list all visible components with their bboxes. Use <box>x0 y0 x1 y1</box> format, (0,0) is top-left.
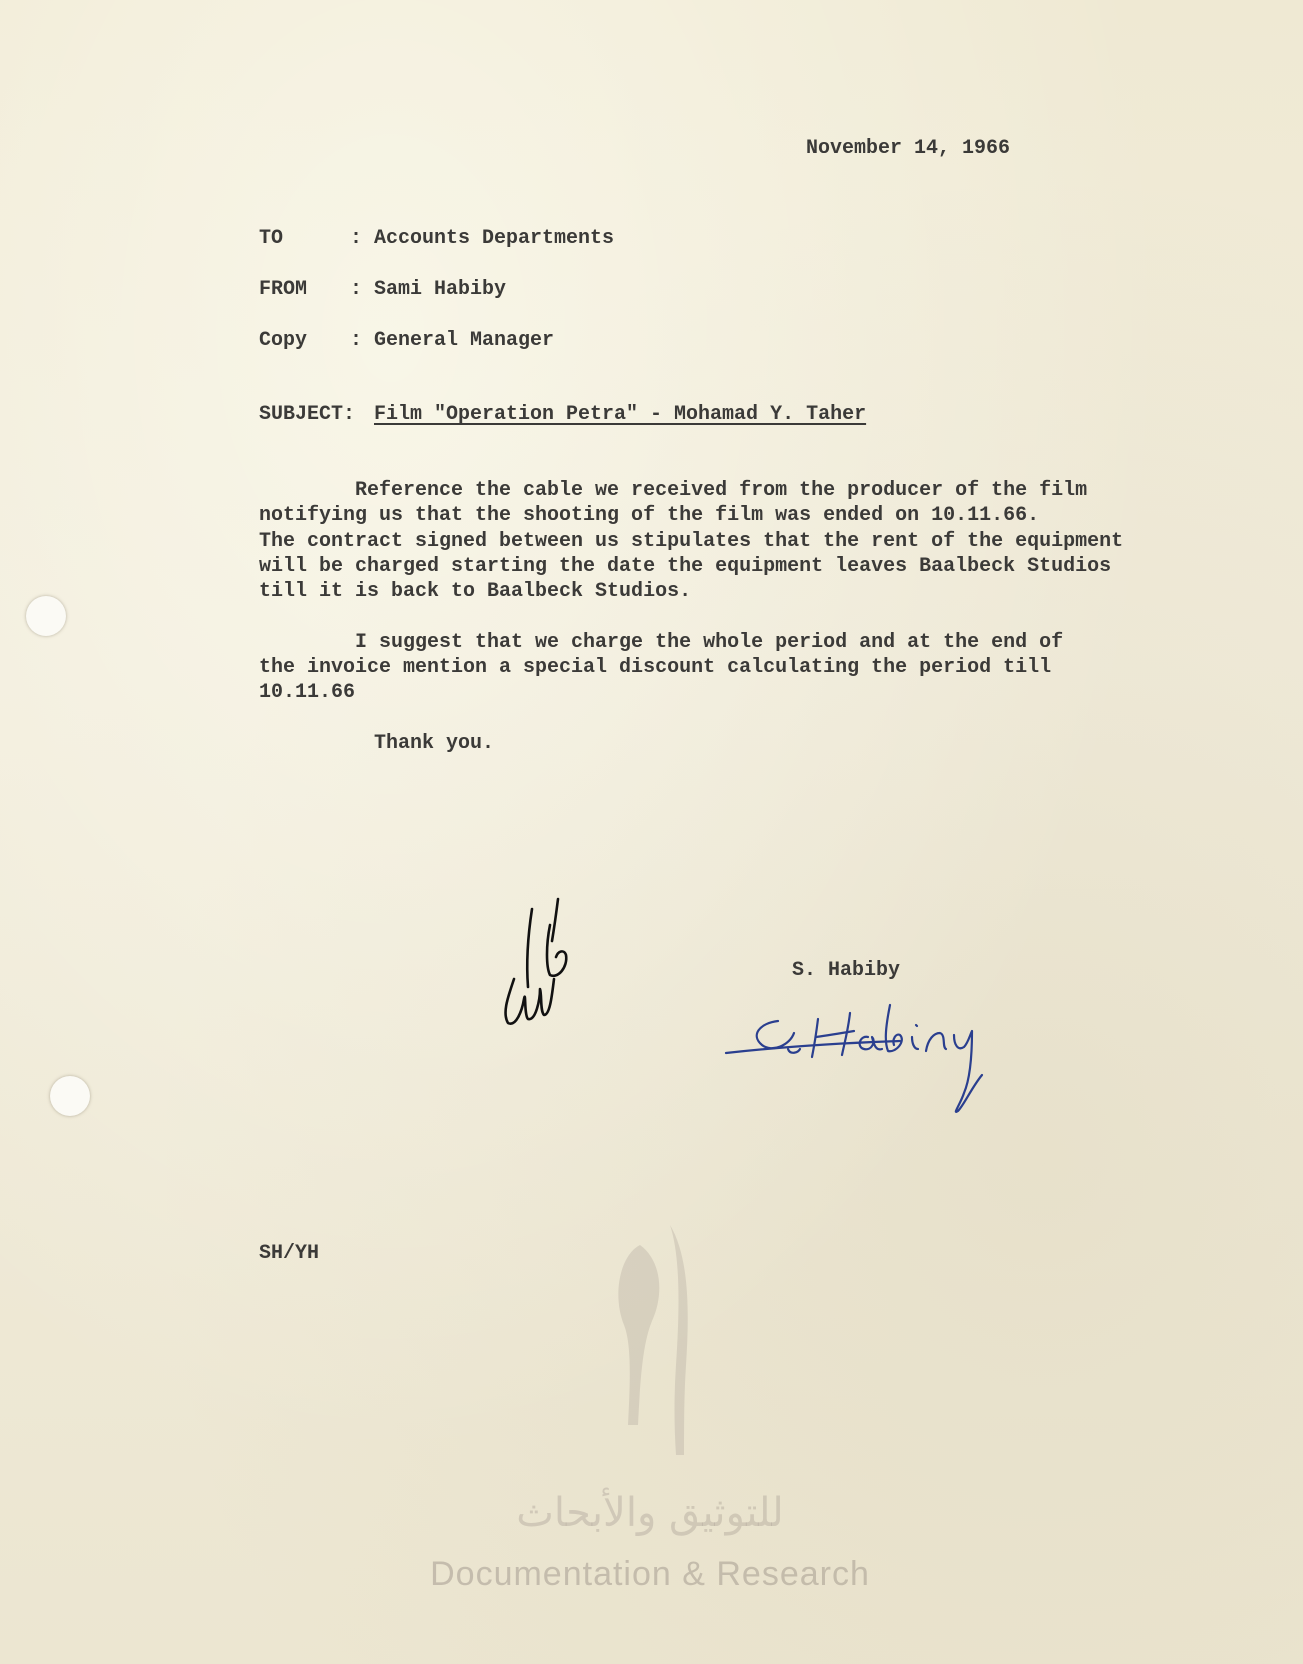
reference-initials: SH/YH <box>259 1242 320 1265</box>
from-label: FROM <box>259 278 308 301</box>
body-para1-line2: notifying us that the shooting of the film was ended on 10.11.66. <box>259 504 1040 527</box>
from-value: : Sami Habiby <box>350 278 507 301</box>
copy-label: Copy <box>259 329 308 352</box>
handwritten-initials <box>498 895 588 1030</box>
punch-hole-bottom <box>50 1076 90 1116</box>
copy-value: : General Manager <box>350 329 555 352</box>
body-para2-line2: the invoice mention a special discount calculating the period till <box>259 656 1052 679</box>
handwritten-signature <box>720 975 1050 1125</box>
watermark-english-text: Documentation & Research <box>430 1555 870 1593</box>
letter-date: November 14, 1966 <box>806 137 1011 160</box>
closing-text: Thank you. <box>374 732 495 755</box>
to-value: : Accounts Departments <box>350 227 615 250</box>
body-para2-line3: 10.11.66 <box>259 681 356 704</box>
watermark-arabic-text: للتوثيق والأبحاث <box>516 1490 784 1536</box>
body-para2-line1: I suggest that we charge the whole period and at the end of <box>259 631 1064 654</box>
subject-text: Film "Operation Petra" - Mohamad Y. Taher <box>374 403 867 426</box>
body-para1-line3: The contract signed between us stipulates that the rent of the equipment <box>259 530 1124 553</box>
punch-hole-top <box>26 596 66 636</box>
body-para1-line5: till it is back to Baalbeck Studios. <box>259 580 692 603</box>
body-para1-line1: Reference the cable we received from the producer of the film <box>259 479 1088 502</box>
watermark <box>380 1225 920 1605</box>
typed-signature-name: S. Habiby <box>792 959 901 982</box>
to-label: TO <box>259 227 284 250</box>
body-para1-line4: will be charged starting the date the equipment leaves Baalbeck Studios <box>259 555 1112 578</box>
subject-label: SUBJECT: <box>259 403 356 426</box>
umam-logo-mark <box>580 1225 720 1485</box>
